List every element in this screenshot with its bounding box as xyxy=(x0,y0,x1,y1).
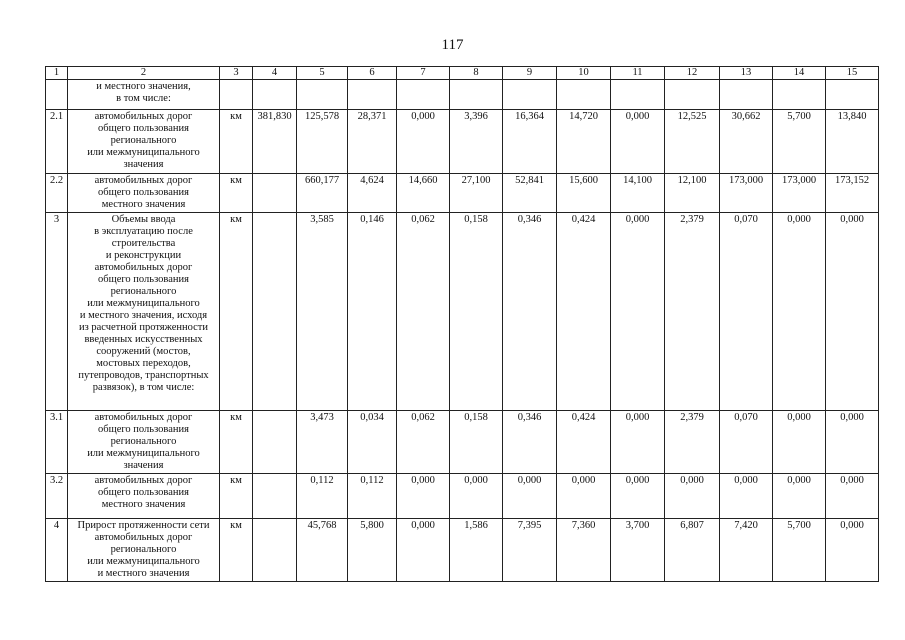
row-number: 3.1 xyxy=(46,411,68,474)
column-header: 2 xyxy=(68,67,220,80)
value-cell xyxy=(253,213,297,411)
value-cell: 660,177 xyxy=(297,174,348,213)
value-cell xyxy=(720,80,773,110)
value-cell: 1,586 xyxy=(450,519,503,582)
value-cell: 3,473 xyxy=(297,411,348,474)
value-cell: 45,768 xyxy=(297,519,348,582)
value-cell: 3,585 xyxy=(297,213,348,411)
row-label: автомобильных дорог общего пользования местного значения xyxy=(68,474,220,519)
value-cell xyxy=(665,80,720,110)
row-number: 3.2 xyxy=(46,474,68,519)
value-cell: 0,000 xyxy=(397,474,450,519)
row-number: 4 xyxy=(46,519,68,582)
row-label: автомобильных дорог общего пользования регионального или межмуниципального значения xyxy=(68,110,220,174)
value-cell: 0,000 xyxy=(557,474,611,519)
value-cell: 0,146 xyxy=(348,213,397,411)
value-cell: 0,000 xyxy=(773,474,826,519)
row-label: автомобильных дорог общего пользования местного значения xyxy=(68,174,220,213)
value-cell: 0,000 xyxy=(450,474,503,519)
row-number: 3 xyxy=(46,213,68,411)
value-cell: 14,660 xyxy=(397,174,450,213)
value-cell: 0,062 xyxy=(397,213,450,411)
table-row xyxy=(46,411,879,474)
value-cell: 5,700 xyxy=(773,519,826,582)
table-row xyxy=(46,519,879,582)
value-cell xyxy=(397,80,450,110)
value-cell xyxy=(826,80,879,110)
value-cell: 5,800 xyxy=(348,519,397,582)
value-cell: 0,000 xyxy=(503,474,557,519)
value-cell: 3,396 xyxy=(450,110,503,174)
value-cell: 0,112 xyxy=(348,474,397,519)
column-header: 5 xyxy=(297,67,348,80)
data-table xyxy=(45,66,879,582)
value-cell: 13,840 xyxy=(826,110,879,174)
column-header: 13 xyxy=(720,67,773,80)
value-cell: 0,000 xyxy=(826,474,879,519)
value-cell: 0,112 xyxy=(297,474,348,519)
value-cell: 15,600 xyxy=(557,174,611,213)
row-number xyxy=(46,80,68,110)
column-header: 15 xyxy=(826,67,879,80)
table-row xyxy=(46,80,879,110)
value-cell: 7,395 xyxy=(503,519,557,582)
value-cell: 0,034 xyxy=(348,411,397,474)
column-header: 9 xyxy=(503,67,557,80)
row-number: 2.2 xyxy=(46,174,68,213)
value-cell: 0,000 xyxy=(773,213,826,411)
value-cell: 7,420 xyxy=(720,519,773,582)
unit-cell: км xyxy=(220,110,253,174)
unit-cell: км xyxy=(220,213,253,411)
row-label: автомобильных дорог общего пользования регионального или межмуниципального значения xyxy=(68,411,220,474)
value-cell: 14,720 xyxy=(557,110,611,174)
value-cell: 0,000 xyxy=(773,411,826,474)
value-cell: 14,100 xyxy=(611,174,665,213)
value-cell: 16,364 xyxy=(503,110,557,174)
column-header: 8 xyxy=(450,67,503,80)
value-cell: 173,000 xyxy=(720,174,773,213)
unit-cell: км xyxy=(220,519,253,582)
value-cell: 0,070 xyxy=(720,213,773,411)
value-cell: 0,000 xyxy=(611,411,665,474)
value-cell: 0,424 xyxy=(557,411,611,474)
value-cell xyxy=(253,411,297,474)
value-cell: 27,100 xyxy=(450,174,503,213)
value-cell xyxy=(348,80,397,110)
value-cell: 2,379 xyxy=(665,213,720,411)
value-cell: 0,000 xyxy=(720,474,773,519)
value-cell xyxy=(773,80,826,110)
value-cell: 173,152 xyxy=(826,174,879,213)
value-cell: 0,158 xyxy=(450,213,503,411)
value-cell xyxy=(611,80,665,110)
value-cell: 0,000 xyxy=(397,519,450,582)
value-cell: 0,000 xyxy=(826,519,879,582)
header-row xyxy=(46,67,879,80)
value-cell: 0,000 xyxy=(611,474,665,519)
unit-cell: км xyxy=(220,411,253,474)
value-cell: 0,000 xyxy=(826,213,879,411)
row-label: Прирост протяженности сети автомобильных дорог регионального или межмуниципального и местного значения xyxy=(68,519,220,582)
value-cell: 0,346 xyxy=(503,411,557,474)
value-cell: 6,807 xyxy=(665,519,720,582)
value-cell: 0,000 xyxy=(397,110,450,174)
value-cell: 0,000 xyxy=(611,110,665,174)
column-header: 10 xyxy=(557,67,611,80)
unit-cell: км xyxy=(220,474,253,519)
column-header: 7 xyxy=(397,67,450,80)
value-cell: 30,662 xyxy=(720,110,773,174)
value-cell: 0,346 xyxy=(503,213,557,411)
value-cell: 5,700 xyxy=(773,110,826,174)
value-cell: 4,624 xyxy=(348,174,397,213)
value-cell: 0,070 xyxy=(720,411,773,474)
value-cell: 0,000 xyxy=(826,411,879,474)
value-cell: 52,841 xyxy=(503,174,557,213)
value-cell: 125,578 xyxy=(297,110,348,174)
unit-cell xyxy=(220,80,253,110)
value-cell: 2,379 xyxy=(665,411,720,474)
value-cell: 12,100 xyxy=(665,174,720,213)
column-header: 4 xyxy=(253,67,297,80)
column-header: 6 xyxy=(348,67,397,80)
value-cell: 3,700 xyxy=(611,519,665,582)
column-header: 14 xyxy=(773,67,826,80)
value-cell xyxy=(450,80,503,110)
value-cell: 0,062 xyxy=(397,411,450,474)
table-row xyxy=(46,174,879,213)
value-cell: 173,000 xyxy=(773,174,826,213)
value-cell xyxy=(253,474,297,519)
value-cell: 0,424 xyxy=(557,213,611,411)
page-number: 117 xyxy=(441,37,464,53)
value-cell xyxy=(253,80,297,110)
column-header: 3 xyxy=(220,67,253,80)
value-cell xyxy=(557,80,611,110)
row-number: 2.1 xyxy=(46,110,68,174)
row-label: и местного значения, в том числе: xyxy=(68,80,220,110)
row-label: Объемы ввода в эксплуатацию после строительства и реконструкции автомобильных дорог общего пользования регионального или межмуниципального и местного значения, исходя из расчетной протяженности введенных искусственных сооружений (мостов, мостовых переходов, путепроводов, транспортных развязок), в том числе: xyxy=(68,213,220,411)
column-header: 11 xyxy=(611,67,665,80)
table-row xyxy=(46,213,879,411)
value-cell: 0,000 xyxy=(611,213,665,411)
value-cell: 381,830 xyxy=(253,110,297,174)
value-cell xyxy=(253,174,297,213)
column-header: 1 xyxy=(46,67,68,80)
value-cell xyxy=(253,519,297,582)
column-header: 12 xyxy=(665,67,720,80)
table-row xyxy=(46,474,879,519)
value-cell xyxy=(297,80,348,110)
value-cell: 0,000 xyxy=(665,474,720,519)
value-cell: 7,360 xyxy=(557,519,611,582)
table-row xyxy=(46,110,879,174)
value-cell xyxy=(503,80,557,110)
unit-cell: км xyxy=(220,174,253,213)
value-cell: 0,158 xyxy=(450,411,503,474)
value-cell: 12,525 xyxy=(665,110,720,174)
value-cell: 28,371 xyxy=(348,110,397,174)
